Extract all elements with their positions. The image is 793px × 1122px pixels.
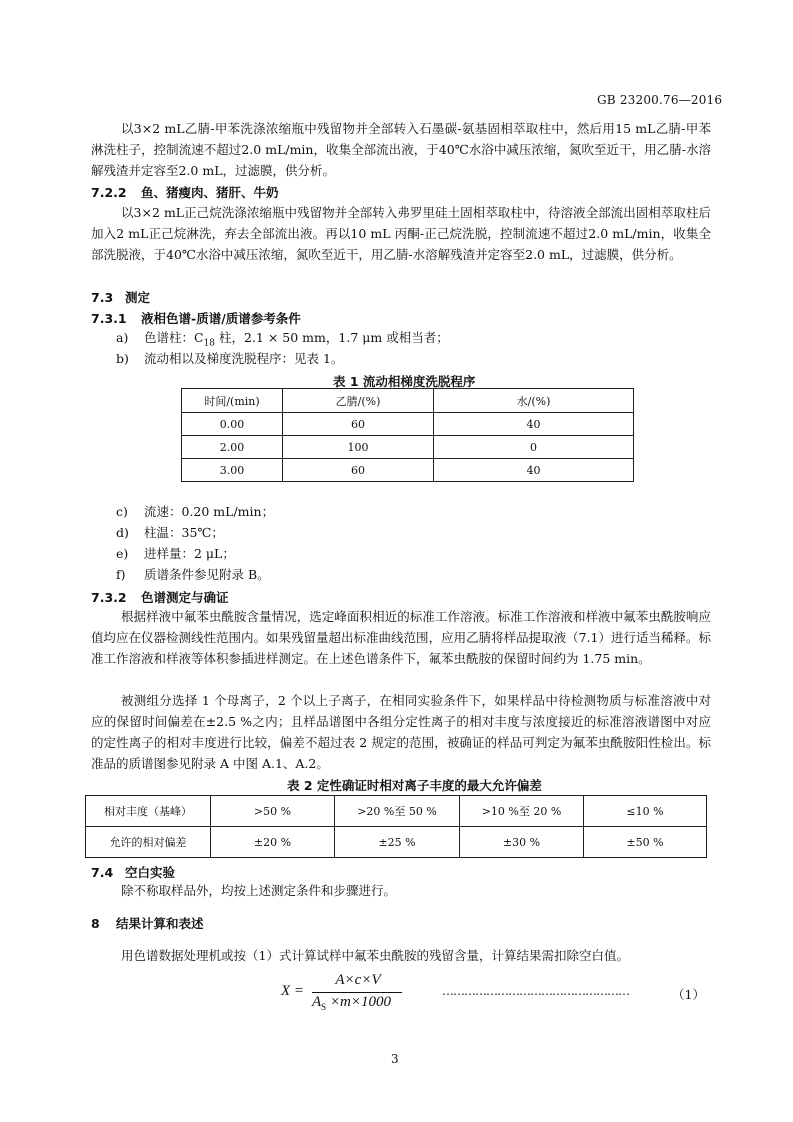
section-title: 空白实验	[125, 865, 176, 880]
formula-subscript: S	[321, 1002, 327, 1012]
page-number: 3	[391, 1052, 399, 1066]
table-1	[181, 388, 634, 482]
table-row	[182, 413, 634, 436]
paragraph-7-2-1-continued: 以3×2 mL乙腈-甲苯洗涤浓缩瓶中残留物并全部转入石墨碳-氨基固相萃取柱中，然后用15 mL乙腈-甲苯淋洗柱子，控制流速不超过2.0 mL/min，收集全部流出液，于40℃水浴中减压浓缩，氮吹至近干，用乙腈-水溶解残渣并定容至2.0 mL，过滤膜，供分析。	[91, 121, 711, 178]
list-label: c)	[116, 504, 128, 519]
section-title: 液相色谱-质谱/质谱参考条件	[141, 311, 301, 326]
formula-numerator: A×c×V	[335, 972, 381, 988]
table-row	[182, 436, 634, 459]
table-cell: 3.00	[182, 459, 283, 482]
list-label: d)	[116, 525, 129, 540]
paragraph-7-3-2-a: 根据样液中氟苯虫酰胺含量情况，选定峰面积相近的标准工作溶液。标准工作溶液和样液中氟苯虫酰胺响应值均应在仪器检测线性范围内。如果残留量超出标准曲线范围，应用乙腈将样品提取液（7.1）进行适当稀释。标准工作溶液和样液等体积参插进样测定。在上述色谱条件下，氟苯虫酰胺的保留时间约为 1.75 min。	[91, 609, 711, 666]
table-cell: 2.00	[182, 436, 283, 459]
table-cell: ≤10 %	[584, 796, 707, 827]
section-number: 7.3.1	[91, 311, 127, 326]
table-cell: 60	[283, 459, 434, 482]
table-header-row	[182, 389, 634, 413]
list-text: 流动相以及梯度洗脱程序：见表 1。	[144, 351, 344, 366]
list-label: f)	[116, 567, 126, 582]
section-number: 7.4	[91, 865, 114, 880]
table-cell: >10 %至 20 %	[460, 796, 584, 827]
subscript: 18	[203, 338, 216, 349]
formula-leader-dots: ……………………………………………	[442, 984, 629, 998]
table-cell: ±25 %	[335, 827, 460, 858]
table-cell: ±20 %	[211, 827, 335, 858]
paragraph-7-4: 除不称取样品外，均按上述测定条件和步骤进行。	[121, 883, 397, 898]
table-cell: 40	[434, 413, 634, 436]
table-cell: 0	[434, 436, 634, 459]
formula-symbol: ×m×1000	[326, 994, 392, 1010]
list-item-d	[116, 523, 224, 543]
section-title: 鱼、猪瘦肉、猪肝、牛奶	[141, 185, 279, 200]
list-label: b)	[116, 351, 129, 366]
heading-7-2-2	[91, 183, 279, 201]
list-text: 质谱条件参见附录 B。	[144, 567, 270, 582]
equation-number: （1）	[672, 987, 705, 1002]
table-row	[86, 827, 707, 858]
standard-number: GB 23200.76—2016	[597, 93, 723, 107]
table-cell: >50 %	[211, 796, 335, 827]
fraction-bar	[312, 992, 402, 993]
paragraph-8: 用色谱数据处理机或按（1）式计算试样中氟苯虫酰胺的残留含量，计算结果需扣除空白值。	[121, 948, 629, 963]
heading-7-3	[91, 288, 150, 306]
list-text: 色谱柱：C	[144, 330, 204, 345]
table-row	[182, 459, 634, 482]
section-number: 7.2.2	[91, 185, 127, 200]
paragraph-7-2-2: 以3×2 mL正己烷洗涤浓缩瓶中残留物并全部转入弗罗里硅土固相萃取柱中，待溶液全部流出固相萃取柱后加入2 mL正己烷淋洗，弃去全部流出液。再以10 mL 丙酮-正己烷洗脱，控制流速不超过2.0 mL/min，收集全部洗脱液，于40℃水浴中减压浓缩，氮吹至近干，用乙腈-水溶解残渣并定容至2.0 mL，过滤膜，供分析。	[91, 205, 711, 262]
heading-7-3-2	[91, 588, 229, 606]
table-1-caption: 表 1 流动相梯度洗脱程序	[333, 374, 476, 389]
heading-7-3-1	[91, 309, 301, 327]
table-cell: ±50 %	[584, 827, 707, 858]
table-cell: 0.00	[182, 413, 283, 436]
section-number: 7.3	[91, 290, 114, 305]
table-2-caption: 表 2 定性确证时相对离子丰度的最大允许偏差	[287, 778, 542, 793]
table-cell: 相对丰度（基峰）	[86, 796, 211, 827]
paragraph-7-3-2-b: 被测组分选择 1 个母离子，2 个以上子离子，在相同实验条件下，如果样品中待检测物质与标准溶液中对应的保留时间偏差在±2.5 %之内；且样品谱图中各组分定性离子的相对丰度与浓度接近的标准溶液谱图中对应的定性离子的相对丰度进行比较，偏差不超过表 2 规定的范围，被确证的样品可判定为氟苯虫酰胺阳性检出。标准品的质谱图参见附录 A 中图 A.1、A.2。	[91, 693, 711, 771]
section-title: 测定	[125, 290, 151, 305]
table-cell: 100	[283, 436, 434, 459]
table-cell: 40	[434, 459, 634, 482]
formula-denominator	[312, 994, 391, 1012]
list-item-f	[116, 565, 270, 585]
section-title: 结果计算和表述	[116, 916, 204, 931]
heading-8	[91, 914, 204, 932]
table-cell: ±30 %	[460, 827, 584, 858]
list-item-b	[116, 349, 343, 369]
table-header-cell: 乙腈/(%)	[283, 389, 434, 413]
list-item-e	[116, 544, 235, 564]
table-cell: 60	[283, 413, 434, 436]
section-number: 8	[91, 916, 100, 931]
list-label: a)	[116, 330, 129, 345]
list-item-c	[116, 502, 274, 522]
list-text: 进样量：2 μL；	[144, 546, 235, 561]
formula-lhs: X =	[281, 983, 305, 999]
list-label: e)	[116, 546, 129, 561]
list-text: 流速：0.20 mL/min；	[144, 504, 275, 519]
table-cell: >20 %至 50 %	[335, 796, 460, 827]
table-header-cell: 水/(%)	[434, 389, 634, 413]
section-number: 7.3.2	[91, 590, 127, 605]
table-cell: 允许的相对偏差	[86, 827, 211, 858]
table-header-cell: 时间/(min)	[182, 389, 283, 413]
table-2	[85, 795, 707, 858]
list-text: 柱，2.1 × 50 mm，1.7 μm 或相当者；	[215, 330, 449, 345]
list-text: 柱温：35℃；	[144, 525, 224, 540]
formula-symbol: A	[312, 994, 322, 1010]
table-row	[86, 796, 707, 827]
section-title: 色谱测定与确证	[141, 590, 229, 605]
heading-7-4	[91, 863, 175, 881]
